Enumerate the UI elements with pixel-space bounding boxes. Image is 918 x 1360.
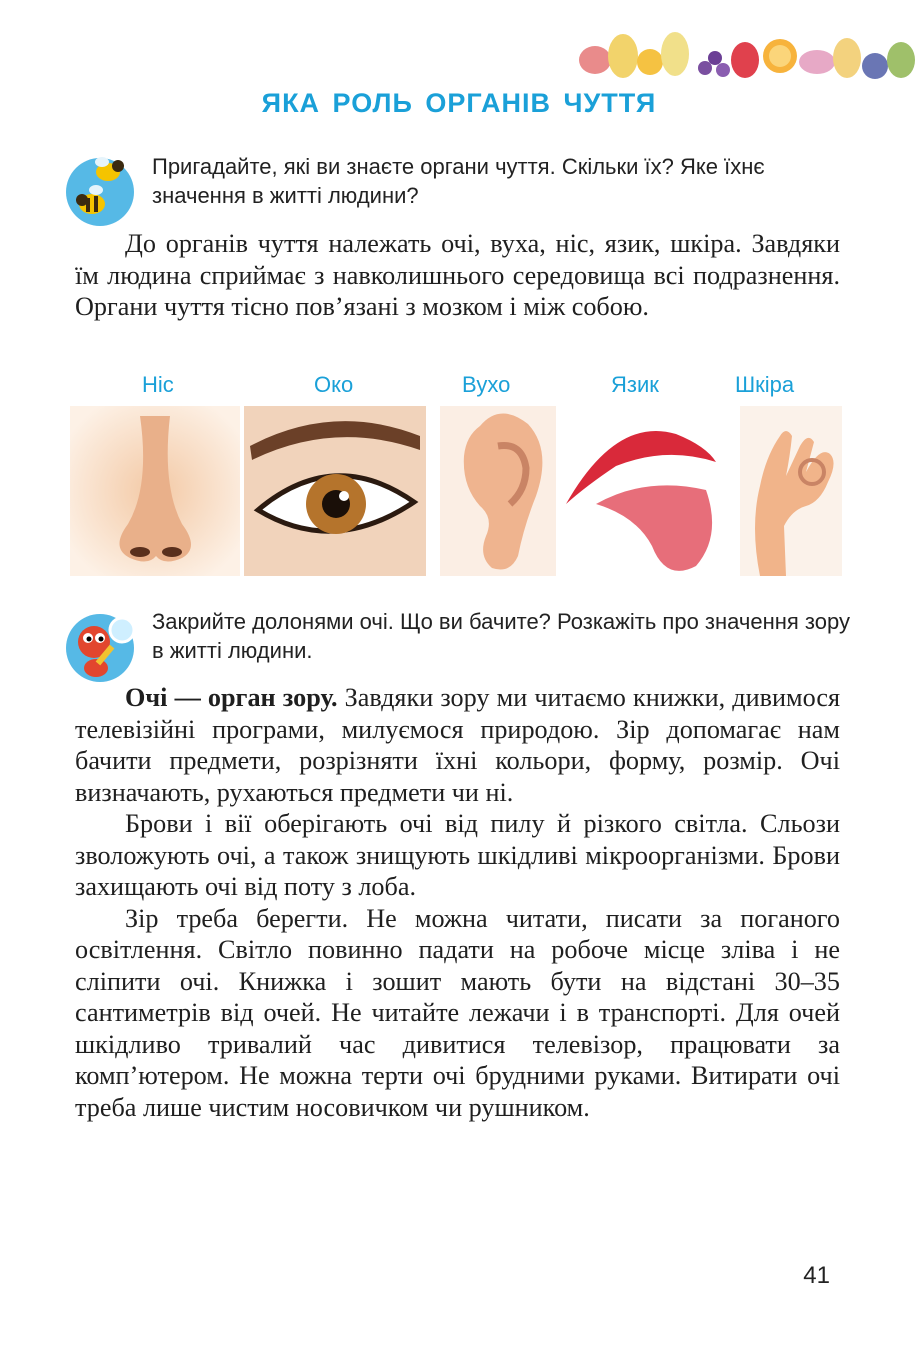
- term-eyes: Очі — орган зору.: [125, 683, 338, 712]
- intro-paragraph: [75, 228, 840, 323]
- tongue-picture: [556, 406, 722, 576]
- page-number: 41: [803, 1262, 830, 1289]
- ear-picture: [440, 406, 560, 576]
- vision-paragraph-3: Зір треба берегти. Не можна читати, писати за поганого освітлення. Світло повинно падати на робоче місце зліва і не сліпити очі. Книжка і зошит мають бути на відстані 30–35 сантиметрів від очей. Не читайте лежачи і в транспорті. Для очей шкідливо тривалий час дивитися телевізор, працювати за комп’ютером. Не можна терти очі брудними руками. Витирати очі треба лише чистим носовичком чи рушником.: [75, 903, 840, 1122]
- ant-magnifier-icon: [62, 604, 144, 686]
- page-title: ЯКА РОЛЬ ОРГАНІВ ЧУТТЯ: [261, 88, 657, 118]
- vision-paragraph-2: Брови і вії оберігають очі від пилу й різкого світла. Сльози зволожують очі, а також знищують шкідливі мікроорганізми. Брови захищають очі від поту з лоба.: [75, 809, 840, 901]
- vision-paragraph-1-text: Завдяки зору ми читаємо книжки, дивимося телевізійні програми, милуємося природою. Зір допомагає нам бачити предмети, розрізняти їхні кольори, форму, розмір. Очі визначають, рухаються предмети чи ні.: [75, 683, 840, 807]
- label-nose: Ніс: [142, 372, 174, 397]
- eye-picture: [244, 406, 426, 576]
- vision-section: [75, 682, 840, 1123]
- fruits-decoration: [555, 18, 918, 88]
- label-eye: Око: [314, 372, 354, 397]
- label-ear: Вухо: [462, 372, 511, 397]
- vision-paragraph-1: [75, 682, 840, 808]
- hand-picture: [740, 406, 842, 576]
- label-tongue: Язик: [611, 372, 659, 397]
- nose-picture: [70, 406, 240, 576]
- bees-icon: [62, 148, 144, 230]
- task-close-eyes: Закрийте долонями очі. Що ви бачите? Розкажіть про значення зору в житті людини.: [152, 609, 850, 663]
- label-skin: Шкіра: [735, 372, 795, 397]
- intro-text: До органів чуття належать очі, вуха, ніс, язик, шкіра. Завдяки їм людина сприймає з навколишнього середовища всі подразнення. Органи чуття тісно пов’язані з мозком і між собою.: [75, 229, 840, 321]
- task-recall-senses: Пригадайте, які ви знаєте органи чуття. Скільки їх? Яке їхнє значення в житті людини?: [152, 154, 765, 208]
